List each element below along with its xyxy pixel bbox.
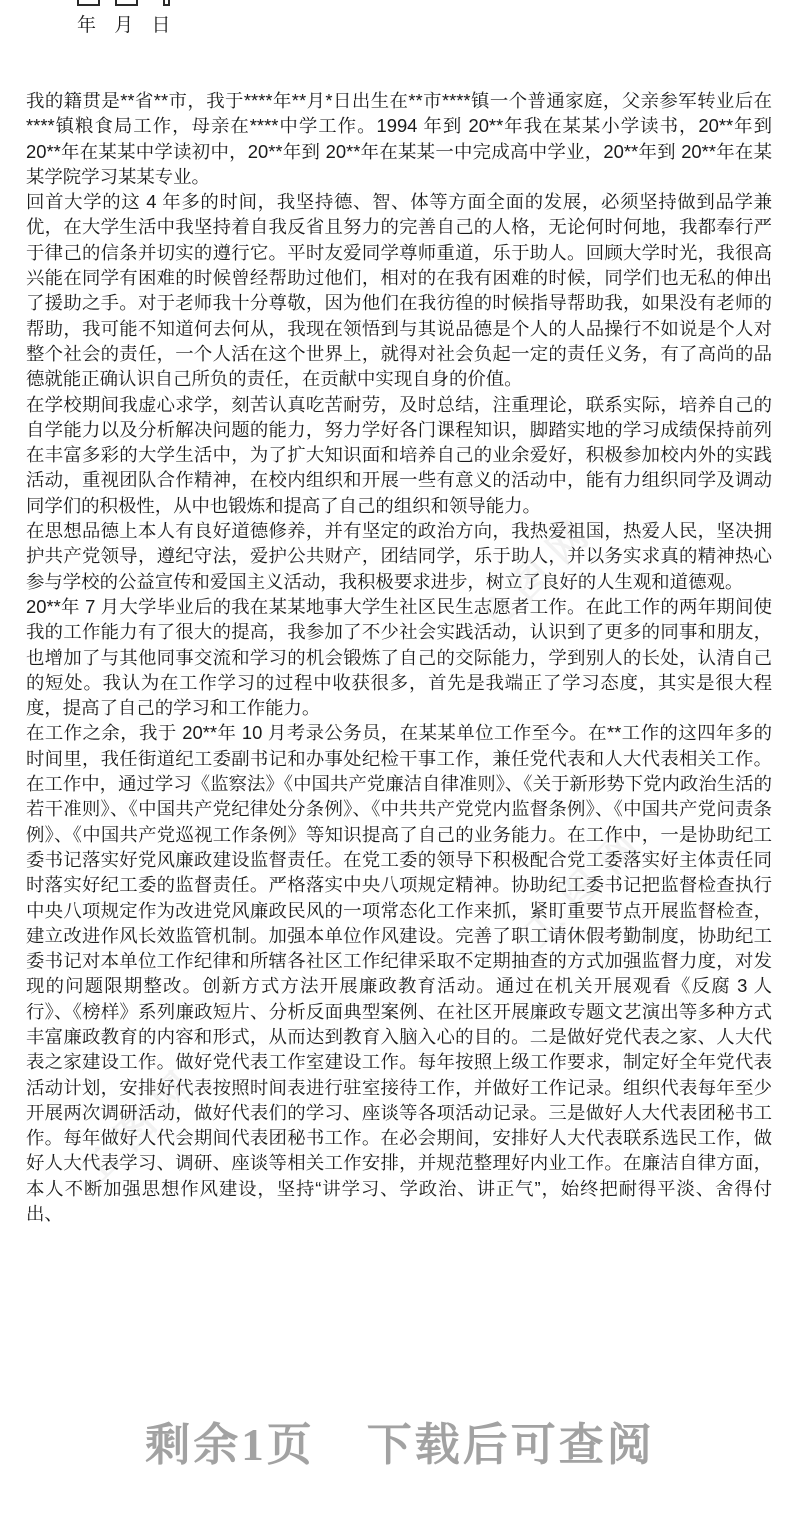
clipped-text-fragment bbox=[163, 0, 170, 6]
site-watermark: 工图网 bbox=[71, 1055, 212, 1196]
signature-date-line: 年 月 日 bbox=[77, 15, 171, 36]
autobiography-paragraph-volunteer: 20**年 7 月大学毕业后的我在某某地事大学生社区民生志愿者工作。在此工作的两年期间使我的工作能力有了很大的提高，我参加了不少社会实践活动，认识到了更多的同事和朋友，也增加了与其他同事交流和学习的机会锻炼了自己的交际能力，学到别人的长处，认清自己的短处。我认为在工作学习的过程中收获很多，首先是我端正了学习态度，其实是很大程度，提高了自己的学习和工作能力。 bbox=[26, 595, 772, 719]
clipped-text-fragment bbox=[115, 0, 138, 6]
autobiography-paragraph-study: 在学校期间我虚心求学，刻苦认真吃苦耐劳，及时总结，注重理论，联系实际，培养自己的自学能力以及分析解决问题的能力，努力学好各门课程知识，脚踏实地的学习成绩保持前列在丰富多彩的大学生活中，为了扩大知识面和培养自己的业余爱好，积极参加校内外的实践活动，重视团队合作精神，在校内组织和开展一些有意义的活动中，能有力组织同学及调动同学们的积极性，从中也锻炼和提高了自己的组织和领导能力。 bbox=[26, 393, 772, 516]
site-watermark: 工图网 bbox=[516, 815, 657, 956]
autobiography-paragraph-career: 在工作之余，我于 20**年 10 月考录公务员，在某某单位工作至今。在**工作的这四年多的时间里，我任街道纪工委副书记和办事处纪检干事工作，兼任党代表和人大代表相关工作。在工作中，通过学习《监察法》《中国共产党廉洁自律准则》、《关于新形势下党内政治生活的若干准则》、《中国共产党纪律处分条例》、《中共共产党党内监督条例》、《中国共产党问责条例》、《中国共产党巡视工作条例》等知识提高了自己的业务能力。在工作中，一是协助纪工委书记落实好党风廉政建设监督责任。在党工委的领导下积极配合党工委落实好主体责任同时落实好纪工委的监督责任。严格落实中央八项规定精神。协助纪工委书记把监督检查执行中央八项规定作为改进党风廉政民风的一项常态化工作来抓，紧盯重要节点开展监督检查，建立改进作风长效监管机制。加强本单位作风建设。完善了职工请休假考勤制度，协助纪工委书记对本单位工作纪律和所辖各社区工作纪律采取不定期抽查的方式加强监督力度，对发现的问题限期整改。创新方式方法开展廉政教育活动。通过在机关开展观看《反腐 3 人行》、《榜样》系列廉政短片、分析反面典型案例、在社区开展廉政专题文艺演出等多种方式丰富廉政教育的内容和形式，从而达到教育入脑入心的目的。二是做好党代表之家、人大代表之家建设工作。做好党代表工作室建设工作。每年按照上级工作要求，制定好全年党代表活动计划，安排好代表按照时间表进行驻室接待工作，并做好工作记录。组织代表每年至少开展两次调研活动，做好代表们的学习、座谈等各项活动记录。三是做好人大代表团秘书工作。每年做好人代会期间代表团秘书工作。在必会期间，安排好人大代表联系选民工作，做好人大代表学习、调研、座谈等相关工作安排，并规范整理好内业工作。在廉洁自律方面，本人不断加强思想作风建设，坚持“讲学习、学政治、讲正气”，始终把耐得平淡、舍得付出、 bbox=[26, 722, 772, 1225]
download-hint-label: 下载后可查阅 bbox=[366, 1420, 655, 1470]
paywall-footer bbox=[0, 1408, 800, 1473]
autobiography-paragraph-morality: 在思想品德上本人有良好道德修养，并有坚定的政治方向，我热爱祖国，热爱人民，坚决拥护共产党领导，遵纪守法，爱护公共财产，团结同学，乐于助人，并以务实求真的精神热心参与学校的公益宣传和爱国主义活动，我积极要求进步，树立了良好的人生观和道德观。 bbox=[26, 520, 772, 592]
autobiography-paragraph-origin: 我的籍贯是**省**市，我于****年**月*日出生在**市****镇一个普通家庭，父亲参军转业后在****镇粮食局工作，母亲在****中学工作。1994 年到 20**年我在某某小学读书，20**年到 20**年在某某中学读初中，20**年到 20**年在某某一中完成高中学业，20**年到 20**年在某某学院学习某某专业。 bbox=[26, 90, 772, 187]
remaining-pages-label: 剩余1页 bbox=[145, 1420, 315, 1470]
clipped-text-fragment bbox=[77, 0, 100, 6]
autobiography-paragraph-college: 回首大学的这 4 年多的时间，我坚持德、智、体等方面全面的发展，必须坚持做到品学兼优，在大学生活中我坚持着自我反省且努力的完善自己的人格，无论何时何地，我都奉行严于律己的信条并切实的遵行它。平时友爱同学尊师重道，乐于助人。回顾大学时光，我很高兴能在同学有困难的时候曾经帮助过他们，相对的在我有困难的时候，同学们也无私的伸出了援助之手。对于老师我十分尊敬，因为他们在我彷徨的时候指导帮助我，如果没有老师的帮助，我可能不知道何去何从，我现在领悟到与其说品德是个人的人品操行不如说是个人对整个社会的责任，一个人活在这个世界上，就得对社会负起一定的责任义务，有了高尚的品德就能正确认识自己所负的责任，在贡献中实现自身的价值。 bbox=[26, 191, 772, 390]
document-body bbox=[26, 88, 772, 1226]
site-watermark: 工图网 bbox=[466, 505, 607, 646]
